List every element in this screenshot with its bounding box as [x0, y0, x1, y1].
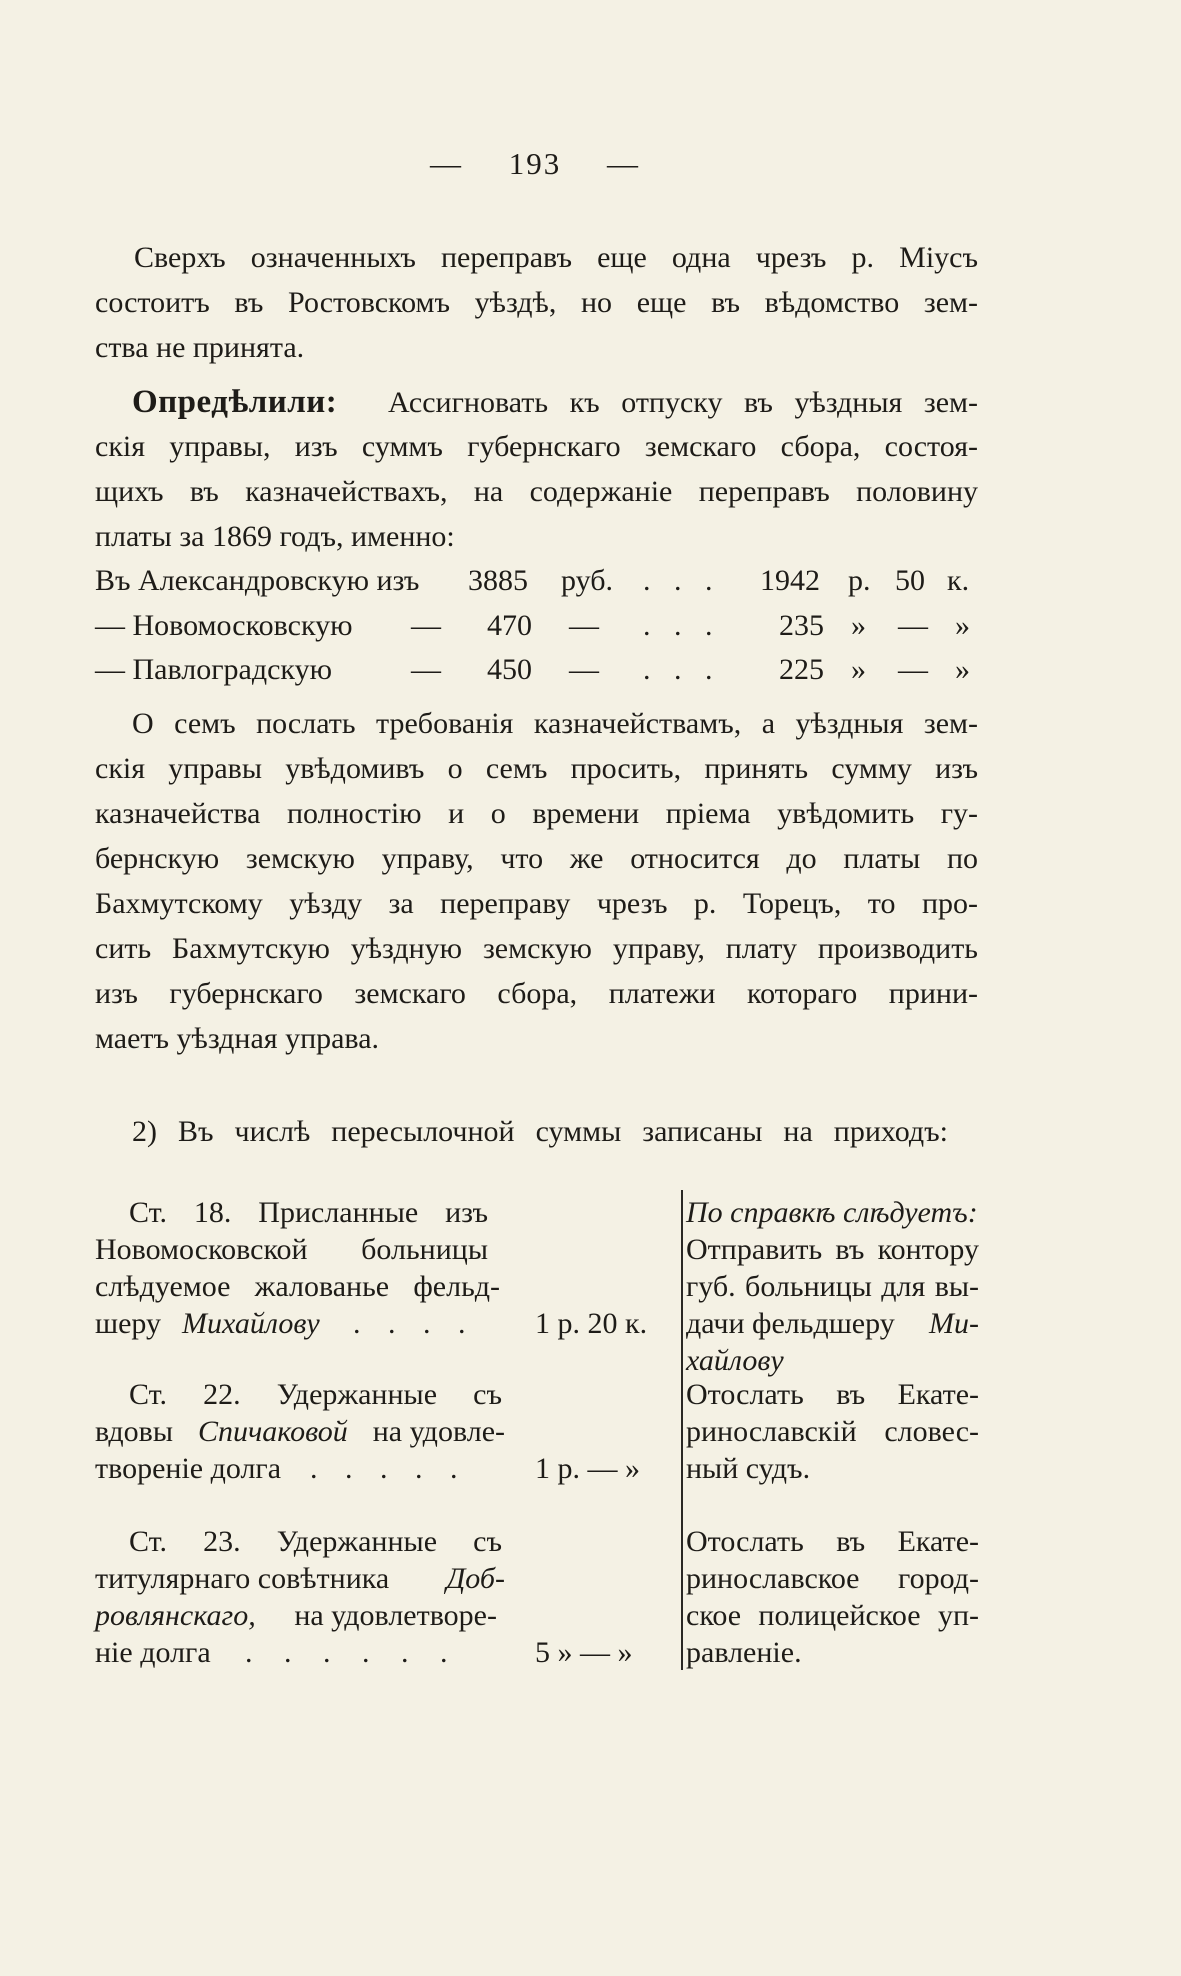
para2-line: О семъ послать требованія казначействамъ, а уѣздныя зем-: [132, 707, 978, 740]
para1-line: Сверхъ означенныхъ переправъ еще одна чрезъ р. Міусъ: [134, 241, 978, 274]
allocation-kop: —: [898, 609, 928, 642]
allocation-kop: 50: [895, 564, 925, 597]
allocation-unit: —: [569, 609, 599, 642]
item-line: слѣдуемое жалованье фельд-: [95, 1270, 500, 1303]
para1-line: ства не принята.: [95, 331, 305, 364]
item-text: на удовле-: [372, 1415, 505, 1448]
allocation-kop-unit: к.: [947, 564, 970, 597]
item-text: на удовлетворе-: [294, 1599, 497, 1632]
allocation-rub: »: [851, 609, 866, 642]
allocation-name: Въ Александровскую изъ: [95, 564, 420, 597]
para2-line: маетъ уѣздная управа.: [95, 1022, 380, 1055]
para2-line: бернскую земскую управу, что же относится до платы по: [95, 842, 978, 875]
allocation-kop-unit: »: [955, 609, 970, 642]
item-amount: 1 р. — »: [535, 1452, 640, 1485]
right-item-line: равленіе.: [686, 1636, 802, 1669]
allocation-dots: . . .: [643, 564, 721, 597]
right-item-line: ское полицейское уп-: [686, 1599, 979, 1632]
allocation-name: — Новомосковскую: [95, 609, 353, 642]
right-item-line: [686, 1309, 979, 1339]
right-item-italic: хайлову: [686, 1344, 784, 1377]
right-item-line: ринославское город-: [686, 1562, 979, 1595]
item-amount: 5 » — »: [535, 1636, 633, 1669]
item-italic-name: Спичаковой: [197, 1415, 348, 1448]
item-dots: . . . .: [353, 1307, 476, 1340]
item-italic-name: ровлянскаго,: [95, 1599, 256, 1632]
para2-line: сить Бахмутскую уѣздную земскую управу, плату производить: [95, 932, 978, 965]
right-item-line: ринославскій словес-: [686, 1415, 979, 1448]
item-line: Новомосковской больницы: [95, 1233, 488, 1266]
allocation-total: 470: [487, 609, 532, 642]
para1-line: состоитъ въ Ростовскомъ уѣздѣ, но еще въ вѣдомство зем-: [95, 286, 978, 319]
allocation-dots: . . .: [643, 653, 721, 686]
item-text: твореніе долга: [95, 1452, 282, 1485]
resolution-line: щихъ въ казначействахъ, на содержаніе переправъ половину: [95, 475, 978, 508]
item-last-line: [95, 1638, 665, 1672]
item-line: [95, 1601, 497, 1631]
item-line: Ст. 22. Удержанные съ: [129, 1378, 502, 1411]
allocation-total: 3885: [468, 564, 528, 597]
item-line: Ст. 18. Присланные изъ: [129, 1196, 488, 1229]
allocation-rub: р.: [848, 564, 871, 597]
item-amount: 1 р. 20 к.: [535, 1307, 648, 1340]
right-item-italic: Ми-: [929, 1307, 979, 1340]
allocation-rub: »: [851, 653, 866, 686]
right-column-heading: По справкѣ слѣдуетъ:: [686, 1196, 978, 1229]
para2-line: казначейства полностію и о времени пріема увѣдомить гу-: [95, 797, 978, 830]
allocation-row: [95, 566, 978, 600]
resolution-label: Опредѣлили:: [132, 384, 338, 420]
right-item-line: ный судъ.: [686, 1452, 811, 1485]
right-item-line: Отослать въ Екате-: [686, 1525, 979, 1558]
allocation-unit: руб.: [561, 564, 613, 597]
item-text: ніе долга: [95, 1636, 211, 1669]
item-last-line: [95, 1454, 665, 1488]
item-dots: . . . . . .: [245, 1636, 460, 1669]
resolution-line: платы за 1869 годъ, именно:: [95, 520, 455, 553]
item-line: [95, 1564, 505, 1594]
item-text: вдовы: [95, 1415, 174, 1448]
para2-line: скія управы увѣдомивъ о семъ просить, принять сумму изъ: [95, 752, 978, 785]
resolution-line: скія управы, изъ суммъ губернскаго земскаго сбора, состоя-: [95, 430, 978, 463]
item-text: шеру: [95, 1307, 162, 1340]
allocation-half: 225: [779, 653, 824, 686]
allocation-unit: —: [569, 653, 599, 686]
allocation-kop: —: [898, 653, 928, 686]
resolution-line1-rest: Ассигновать къ отпуску въ уѣздныя зем-: [388, 386, 978, 419]
allocation-row: [95, 655, 978, 689]
allocation-row: [95, 611, 978, 645]
item-text: титулярнаго совѣтника: [95, 1562, 390, 1595]
header-dash-left: —: [430, 146, 463, 181]
allocation-total-prefix: —: [411, 653, 441, 686]
page-header: [430, 148, 640, 179]
right-item-line: губ. больницы для вы-: [686, 1270, 979, 1303]
right-item-line: Отослать въ Екате-: [686, 1378, 979, 1411]
right-item-line: Отправить въ контору: [686, 1233, 979, 1266]
allocation-name: — Павлоградскую: [95, 653, 332, 686]
column-divider: [681, 1190, 683, 1670]
allocation-kop-unit: »: [955, 653, 970, 686]
item-line: [95, 1417, 505, 1447]
item-last-line: [95, 1309, 665, 1343]
item-italic-name: Михайлову: [182, 1307, 320, 1340]
header-dash-right: —: [607, 146, 640, 181]
allocation-total: 450: [487, 653, 532, 686]
allocation-half: 235: [779, 609, 824, 642]
item-italic-name: Доб-: [446, 1562, 505, 1595]
page-number: 193: [508, 146, 562, 181]
para2-line: изъ губернскаго земскаго сбора, платежи котораго прини-: [95, 977, 978, 1010]
allocation-total-prefix: —: [411, 609, 441, 642]
section2-heading: 2) Въ числѣ пересылочной суммы записаны на приходъ:: [132, 1115, 948, 1148]
allocation-half: 1942: [760, 564, 820, 597]
allocation-dots: . . .: [643, 609, 721, 642]
item-line: Ст. 23. Удержанные съ: [129, 1525, 502, 1558]
resolution-first-line: [132, 386, 978, 419]
right-item-text: дачи фельдшеру: [686, 1307, 895, 1340]
item-dots: . . . . .: [310, 1452, 468, 1485]
para2-line: Бахмутскому уѣзду за переправу чрезъ р. Торецъ, то про-: [95, 887, 978, 920]
